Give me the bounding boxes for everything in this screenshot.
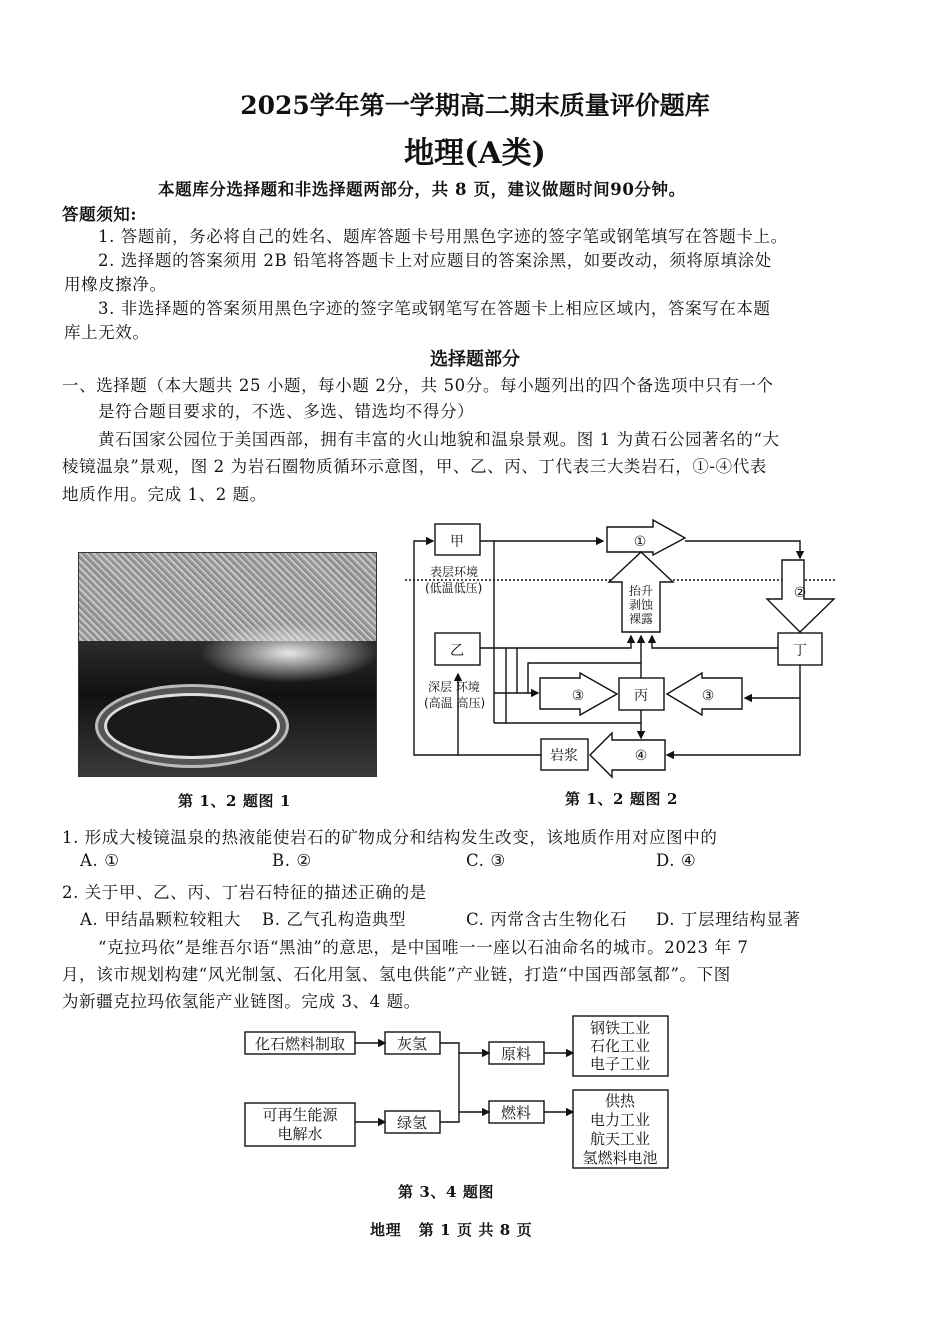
passage-line: 黄石国家公园位于美国西部，拥有丰富的火山地貌和温泉景观。图 1 为黄石公园著名的“大 [98,430,780,449]
figure2-caption: 第 1、2 题图 2 [565,790,678,808]
figure3-caption: 第 3、4 题图 [398,1183,495,1201]
use-item: 航天工业 [589,1130,651,1148]
use-item: 电子工业 [589,1055,651,1073]
process-3-left: ③ [571,688,585,704]
deep-sub-label: (高温 高压) [424,696,486,710]
notice-item: 2. 选择题的答案须用 2B 铅笔将答题卡上对应题目的答案涂黑，如要改动，须将原填涂处 [98,251,772,270]
q2-option-c: C. 丙常含古生物化石 [466,910,628,929]
surface-label: 表层环境 [430,565,479,579]
green-hydrogen: 绿氢 [396,1114,428,1132]
rock-cycle-diagram [400,510,850,790]
question-2-stem: 2. 关于甲、乙、丙、丁岩石特征的描述正确的是 [62,883,427,902]
q2-option-a: A. 甲结晶颗粒较粗大 [80,910,242,929]
uplift-label: 抬升 [628,584,654,598]
q2-option-d: D. 丁层理结构显著 [656,910,801,929]
fuel: 燃料 [500,1104,532,1122]
notice-item: 库上无效。 [64,323,150,342]
question-1-stem: 1. 形成大棱镜温泉的热液能使岩石的矿物成分和结构发生改变，该地质作用对应图中的 [62,828,718,847]
passage-line: 月，该市规划构建“风光制氢、石化用氢、氢电供能”产业链，打造“中国西部氢都”。下图 [62,965,731,984]
raw-material: 原料 [500,1045,532,1063]
notice-item: 用橡皮擦净。 [64,275,167,294]
figure1-caption: 第 1、2 题图 1 [178,792,291,810]
use-item: 氢燃料电池 [582,1149,658,1167]
surface-sub-label: (低温低压) [425,581,483,595]
section-title: 选择题部分 [430,349,520,370]
process-3-right: ③ [701,688,715,704]
page-footer: 地理 第 1 页 共 8 页 [370,1221,533,1239]
part-heading-cont: 是符合题目要求的，不选、多选、错选均不得分） [98,402,475,421]
renewable-source: 电解水 [277,1125,323,1143]
q1-option-a: A. ① [80,851,120,870]
gray-hydrogen: 灰氢 [396,1035,428,1053]
subject-title: 地理(A类) [404,136,546,171]
q1-option-b: B. ② [272,851,312,870]
q2-option-b: B. 乙气孔构造典型 [262,910,407,929]
notice-item: 1. 答题前，务必将自己的姓名、题库答题卡号用黑色字迹的签字笔或钢笔填写在答题卡上。 [98,227,788,246]
passage-line: 棱镜温泉”景观，图 2 为岩石圈物质循环示意图，甲、乙、丙、丁代表三大类岩石，①-④代表 [62,457,767,476]
node-magma: 岩浆 [550,748,578,764]
use-item: 石化工业 [589,1037,651,1055]
use-item: 电力工业 [589,1111,651,1129]
passage-line: 地质作用。完成 1、2 题。 [62,485,267,504]
passage-line: 为新疆克拉玛依氢能产业链图。完成 3、4 题。 [62,992,421,1011]
q1-option-c: C. ③ [466,851,506,870]
uplift-label: 裸露 [628,612,654,626]
part-heading: 一、选择题（本大题共 25 小题，每小题 2分，共 50分。每小题列出的四个备选项中只有一个 [62,376,774,395]
node-jia: 甲 [450,534,464,550]
deep-label: 深层 环境 [428,680,480,694]
grand-prismatic-spring-photo [78,552,377,777]
notice-heading: 答题须知: [62,205,138,224]
uplift-label: 剥蚀 [628,598,654,612]
process-1: ① [633,534,647,550]
hydrogen-industry-chain-diagram [230,1010,680,1175]
node-ding: 丁 [793,643,807,659]
passage-line: “克拉玛依”是维吾尔语“黑油”的意思，是中国唯一一座以石油命名的城市。2023 年 7 [98,938,749,957]
q1-option-d: D. ④ [656,851,697,870]
intro-text: 本题库分选择题和非选择题两部分，共 8 页，建议做题时间90分钟。 [158,180,686,199]
exam-title: 2025学年第一学期高二期末质量评价题库 [240,91,710,120]
process-2: ② [793,585,807,601]
use-item: 供热 [604,1092,636,1110]
node-yi: 乙 [450,643,464,659]
process-4: ④ [634,748,648,764]
renewable-source: 可再生能源 [262,1106,338,1124]
node-bing: 丙 [634,688,648,704]
use-item: 钢铁工业 [589,1019,651,1037]
notice-item: 3. 非选择题的答案须用黑色字迹的签字笔或钢笔写在答题卡上相应区域内，答案写在本题 [98,299,771,318]
fossil-fuel-source: 化石燃料制取 [254,1035,346,1053]
